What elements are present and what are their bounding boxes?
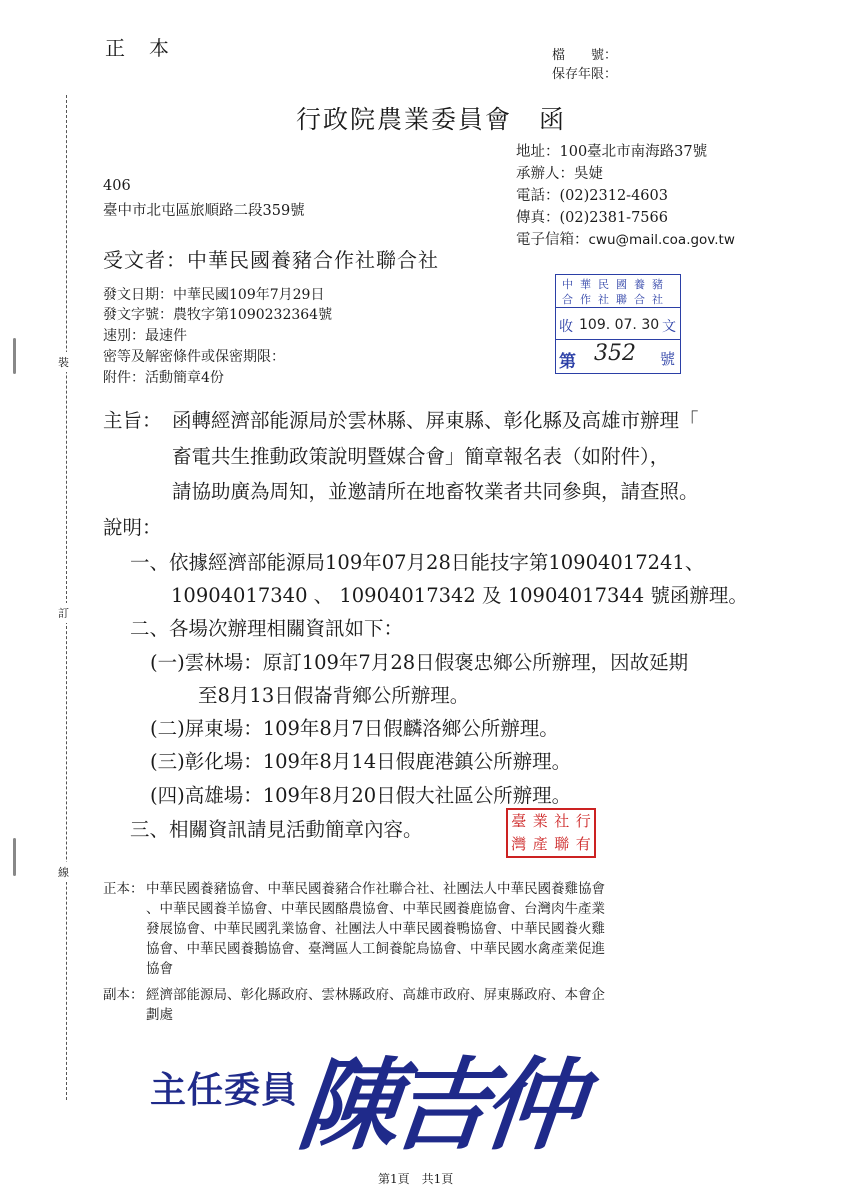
binding-line — [66, 95, 67, 1100]
item-1-line-1: 一、依據經濟部能源局109年07月28日能技字第10904017241、 — [130, 551, 705, 574]
main-recipients-line-5: 協會 — [146, 961, 173, 977]
stamp-doc-char: 文 — [662, 319, 676, 335]
subject-line-2: 畜電共生推動政策說明暨媒合會」簡章報名表（如附件）， — [172, 445, 670, 468]
main-recipients-label: 正本： — [103, 881, 144, 897]
sender-fax: 傳真：(02)2381-7566 — [516, 210, 668, 226]
subject-label: 主旨： — [103, 409, 162, 432]
binding-mark-staple: 訂 — [58, 603, 69, 623]
email-label: 電子信箱： — [516, 232, 589, 248]
postal-code: 406 — [103, 178, 131, 194]
stamp-no-suffix: 號 — [660, 350, 676, 368]
explanation-label: 說明： — [103, 516, 162, 539]
staple-mark — [13, 838, 16, 876]
staple-mark — [13, 338, 16, 374]
sub-item-3: (三)彰化場：109年8月14日假鹿港鎮公所辦理。 — [150, 750, 572, 773]
sender-email — [516, 228, 735, 249]
stamp-org-line2: 合作社聯合社 — [562, 293, 670, 306]
stamp-receive-char: 收 — [559, 319, 573, 335]
document-title: 行政院農業委員會 函 — [296, 105, 567, 134]
signature-title: 主任委員 — [150, 1069, 299, 1111]
email-address: cwu@mail.coa.gov.tw — [588, 232, 735, 248]
sender-contact: 承辦人：吳婕 — [516, 166, 603, 182]
signature-name: 陳吉仲 — [292, 1046, 582, 1164]
sub-item-1-line-1: (一)雲林場：原訂109年7月28日假褒忠鄉公所辦理，因故延期 — [150, 651, 689, 674]
binding-mark-line: 線 — [58, 862, 69, 882]
stamp-date: 109. 07. 30 — [579, 317, 660, 333]
stamp-no-prefix: 第 — [559, 352, 576, 372]
addressee: 受文者：中華民國養豬合作社聯合社 — [103, 248, 439, 272]
sub-item-1-line-2: 至8月13日假崙背鄉公所辦理。 — [198, 684, 470, 707]
main-recipients-line-3: 發展協會、中華民國乳業協會、社團法人中華民國養鴨協會、中華民國養火雞 — [146, 921, 605, 937]
item-3: 三、相關資訊請見活動簡章內容。 — [130, 818, 423, 841]
stamp-no-value: 352 — [594, 341, 636, 366]
sub-item-2: (二)屏東場：109年8月7日假麟洛鄉公所辦理。 — [150, 717, 559, 740]
receiving-stamp — [555, 274, 681, 374]
item-1-line-2: 10904017340 、 10904017342 及 10904017344 號函辦理。 — [171, 584, 748, 607]
item-2: 二、各場次辦理相關資訊如下： — [130, 617, 404, 640]
binding-mark-bind: 裝 — [58, 352, 69, 372]
secrecy: 密等及解密條件或保密期限： — [103, 349, 285, 365]
cc-label: 副本： — [103, 987, 144, 1003]
sender-address: 地址：100臺北市南海路37號 — [516, 144, 708, 160]
subject-line-3: 請協助廣為周知，並邀請所在地畜牧業者共同參與，請查照。 — [172, 480, 699, 503]
recipient-address: 臺中市北屯區旅順路二段359號 — [103, 203, 305, 219]
doc-number: 發文字號：農牧字第1090232364號 — [103, 307, 333, 323]
issue-date: 發文日期：中華民國109年7月29日 — [103, 287, 325, 303]
cc-line-2: 劃處 — [146, 1007, 173, 1023]
main-recipients-line-4: 協會、中華民國養鵝協會、臺灣區人工飼養鴕鳥協會、中華民國水禽產業促進 — [146, 941, 605, 957]
speed: 速別：最速件 — [103, 328, 187, 344]
retention-label: 保存年限： — [552, 67, 618, 82]
attachment: 附件：活動簡章4份 — [103, 370, 224, 386]
sub-item-4: (四)高雄場：109年8月20日假大社區公所辦理。 — [150, 784, 572, 807]
stamp-org-line1: 中華民國養豬 — [562, 278, 670, 291]
organization-seal: 臺 業 社 行 灣 產 聯 有 — [506, 808, 596, 858]
copy-label: 正 本 — [105, 36, 171, 60]
file-no-label: 檔 號： — [552, 48, 618, 63]
subject-line-1: 函轉經濟部能源局於雲林縣、屏東縣、彰化縣及高雄市辦理「 — [172, 409, 699, 432]
sender-phone: 電話：(02)2312-4603 — [516, 188, 668, 204]
main-recipients-line-1: 中華民國養豬協會、中華民國養豬合作社聯合社、社團法人中華民國養雞協會 — [146, 881, 605, 897]
cc-line-1: 經濟部能源局、彰化縣政府、雲林縣政府、高雄市政府、屏東縣政府、本會企 — [146, 987, 605, 1003]
main-recipients-line-2: 、中華民國養羊協會、中華民國酪農協會、中華民國養鹿協會、台灣肉牛產業 — [146, 901, 605, 917]
page-footer: 第1頁 共1頁 — [378, 1172, 454, 1186]
